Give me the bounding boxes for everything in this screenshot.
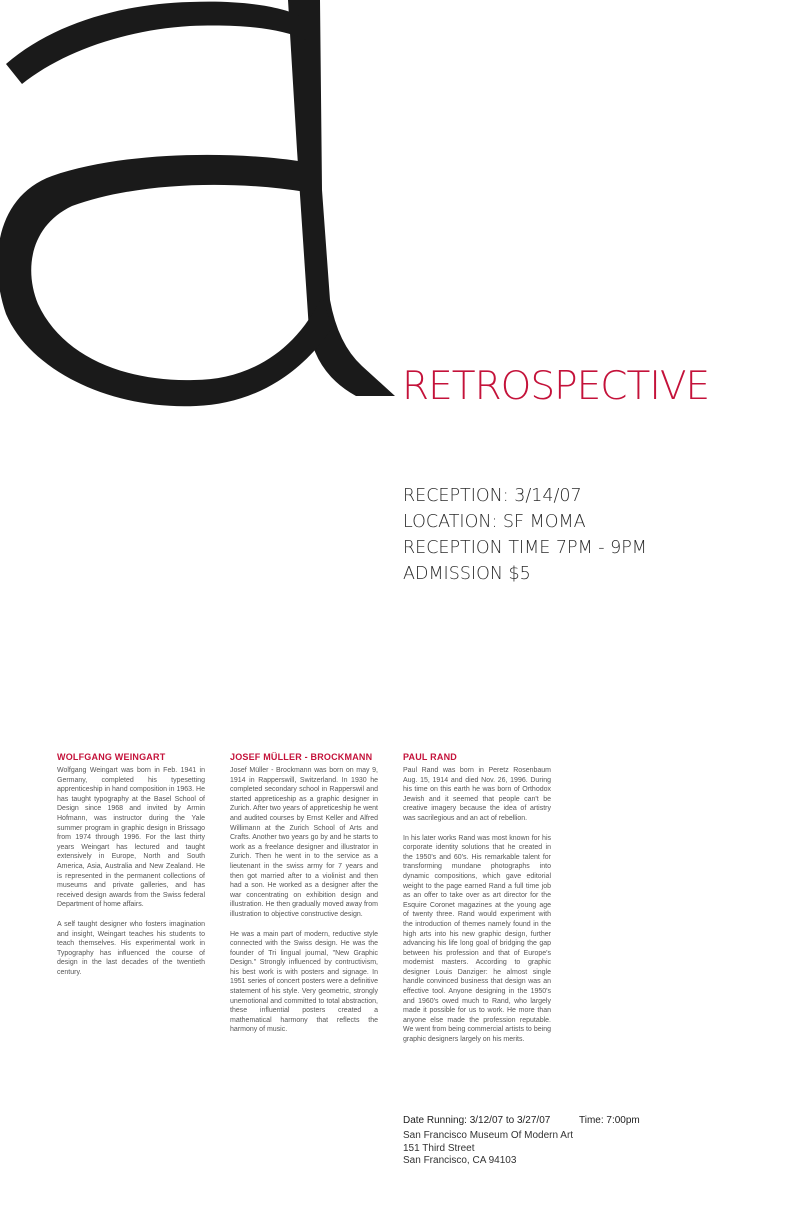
location: LOCATION: SF MOMA xyxy=(403,512,586,532)
bio-paragraph: A self taught designer who fosters imagination and insight, Weingart teaches his students to teach themselves. His experimental work in Typography has influenced the course of design in the last decades of the twentieth century. xyxy=(57,920,205,976)
big-letter-a xyxy=(0,0,400,410)
address-block xyxy=(403,1130,573,1168)
bio-heading: PAUL RAND xyxy=(403,752,457,762)
footer xyxy=(403,1114,640,1168)
bio-paragraph: Wolfgang Weingart was born in Feb. 1941 in Germany, completed his typesetting apprenticeship in hand composition in 1963. He has taught typography at the Basel School of Design since 1968 and invited by Armin Hofmann, was instructor during the Yale summer program in graphic design in Brissago from 1974 through 1996. For the last thirty years Weingart has lectured and taught extensively in Europe, North and South America, Asia, Australia and New Zealand. He is represented in the permanent collections of museums and private galleries, and has received design awards from the Swiss federal Department of home affairs. xyxy=(57,767,205,909)
admission: ADMISSION $5 xyxy=(403,564,531,584)
bio-paragraph: In his later works Rand was most known for his corporate identity solutions that he created in the 1950's and 60's. His remarkable talent for transforming mundane photographs into dynamic compositions, which gave editorial weight to the page earned Rand a full time job as an offer to take over as art director for the Esquire Coronet magazines at the young age of twenty three. Rand would experiment with the introduction of themes namely found in the high arts into his new graphic design, further advancing his life long goal of bridging the gap between his profession and that of Europe's modernist masters. According to graphic designer Louis Danziger: he almost single handle convinced business that design was an effective tool. Anyone designing in the 1950's and 1960's owed much to Rand, who largely made it possible for us to work. He more than anyone else made the profession reputable. We went from being commercial artists to being graphic designers largely on his merits. xyxy=(403,834,551,1044)
letter-a-glyph xyxy=(0,0,400,410)
reception-time: RECEPTION TIME 7PM - 9PM xyxy=(403,538,647,558)
bio-heading: JOSEF MÜLLER - BROCKMANN xyxy=(230,752,373,762)
letter-a-bowl xyxy=(0,155,332,406)
address-line: 151 Third Street xyxy=(403,1142,475,1154)
bio-paragraph: Josef Müller - Brockmann was born on may 9, 1914 in Rapperswill, Switzerland. In 1930 he completed secondary school in Rapperswil and started appreticeship as a graphic designer in Zurich. After two years of appreticeship he went and audited courses by Ernst Keller and Alfred Willimann at the Zurich School of Arts and Crafts. Another two years go by and he starts to work as a freelance designer and illustrator in Zurich. Then he went in to the service as a lieutenant in the swiss army for 7 years and then got married after to a violinist and then had a son. He worked as a designer after the war concentrating on exhibition design and illustration. He then gradually moved away from illustration to objective constructive design. xyxy=(230,767,378,918)
date-running: Date Running: 3/12/07 to 3/27/07 xyxy=(403,1115,551,1126)
bio-weingart xyxy=(57,752,205,987)
reception-date: RECEPTION: 3/14/07 xyxy=(403,486,582,506)
address-line: San Francisco, CA 94103 xyxy=(403,1155,517,1166)
event-time: Time: 7:00pm xyxy=(579,1115,640,1126)
address-line: San Francisco Museum Of Modern Art xyxy=(403,1130,574,1141)
bio-rand xyxy=(403,752,551,1055)
bio-paragraph: He was a main part of modern, reductive style connected with the Swiss design. He was the founder of Tri lingual journal, "New Graphic Design." Strongly influenced by contructivism, his best work is with posters and signage. In 1951 series of concert posters were a definitive statement of his style. Very geometric, strongly unemotional and committed to total abstraction, these influential posters created a mathematical harmony that reflects the harmony of music. xyxy=(230,930,378,1034)
event-details xyxy=(403,483,647,587)
bio-heading: WOLFGANG WEINGART xyxy=(57,752,166,762)
bio-muller-brockmann xyxy=(230,752,378,1045)
letter-a-shoulder xyxy=(6,2,306,84)
bio-paragraph: Paul Rand was born in Peretz Rosenbaum Aug. 15, 1914 and died Nov. 26, 1996. During his time on this earth he was born of Orthodox Jewish and it seemed that people can't be creative imagery because the idea of artistry was sacrilegious and an act of rebellion. xyxy=(403,767,551,822)
footer-dates-row xyxy=(403,1114,640,1128)
poster-title: RETROSPECTIVE xyxy=(402,364,710,409)
